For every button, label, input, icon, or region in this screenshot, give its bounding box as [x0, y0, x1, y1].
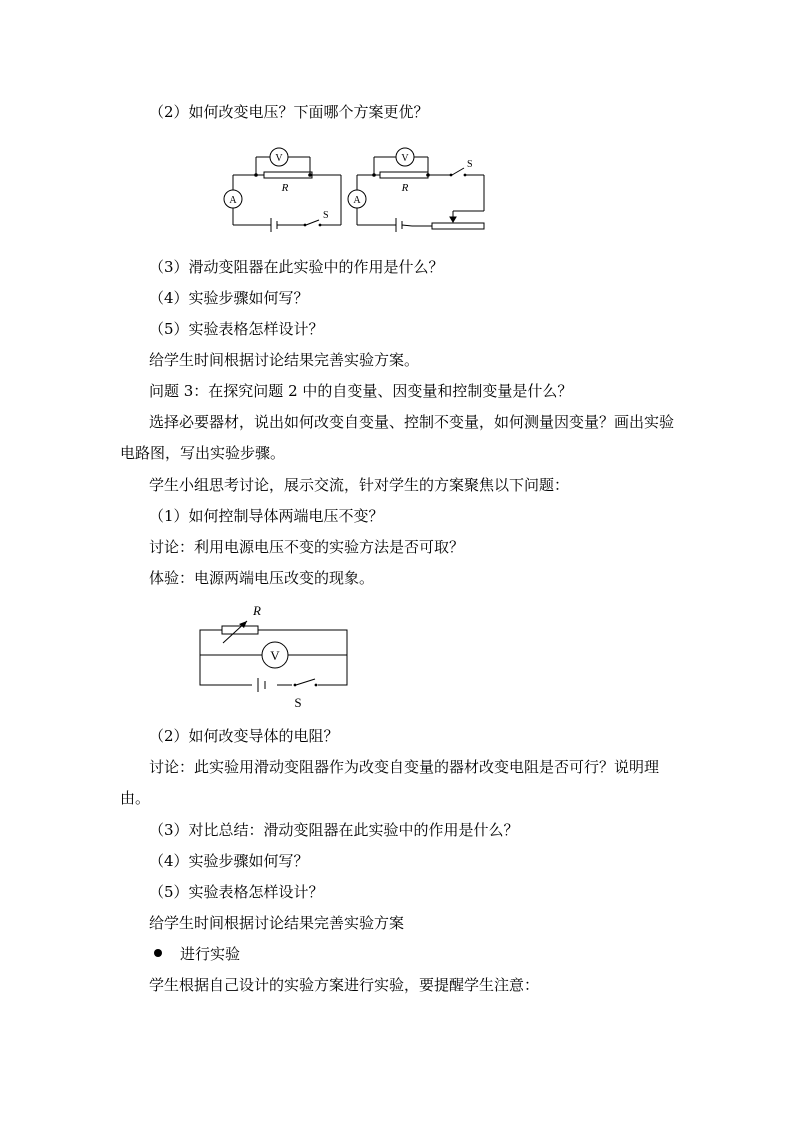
question-4-steps-2: （4）实验步骤如何写？ — [149, 852, 309, 870]
resistor-label: R — [281, 182, 289, 194]
group-discussion-paragraph: 学生小组思考讨论，展示交流，针对学生的方案聚焦以下问题： — [149, 476, 570, 494]
circuit-diagram-variable-resistor — [195, 597, 355, 712]
select-equipment-paragraph: 选择必要器材，说出如何改变自变量、控制不变量，如何测量因变量？画出实验电路图，写出实验步骤。 — [120, 413, 675, 462]
question-3-rheostat-role: （3）滑动变阻器在此实验中的作用是什么？ — [149, 258, 444, 276]
question-2-voltage: （2）如何改变电压？下面哪个方案更优？ — [149, 103, 429, 121]
question-3-summary: （3）对比总结：滑动变阻器在此实验中的作用是什么？ — [149, 821, 519, 839]
bullet-conduct-experiment — [154, 944, 240, 964]
question-4-steps: （4）实验步骤如何写？ — [149, 289, 309, 307]
question-1-control-voltage: （1）如何控制导体两端电压不变？ — [149, 507, 384, 525]
question-2-change-resistance: （2）如何改变导体的电阻？ — [149, 727, 339, 745]
question-5-table-2: （5）实验表格怎样设计？ — [149, 883, 324, 901]
problem-3-paragraph: 问题 3：在探究问题 2 中的自变量、因变量和控制变量是什么？ — [149, 382, 573, 400]
bullet-label: 进行实验 — [180, 945, 241, 963]
give-time-paragraph-2: 给学生时间根据讨论结果完善实验方案 — [149, 914, 405, 932]
bullet-icon — [154, 949, 162, 957]
circuit-diagram-fixed — [218, 143, 348, 243]
switch-label: S — [323, 210, 329, 221]
resistor-label: R — [401, 182, 409, 194]
give-time-paragraph: 给学生时间根据讨论结果完善实验方案。 — [149, 351, 420, 369]
students-conduct-paragraph: 学生根据自己设计的实验方案进行实验，要提醒学生注意： — [149, 976, 540, 994]
ammeter-label: A — [353, 195, 361, 206]
question-5-table: （5）实验表格怎样设计？ — [149, 320, 324, 338]
switch-label: S — [294, 695, 302, 710]
ammeter-label: A — [229, 195, 237, 206]
switch-label: S — [467, 159, 473, 170]
voltmeter-label: V — [275, 153, 283, 164]
voltmeter-label: V — [401, 153, 409, 164]
experience-paragraph: 体验：电源两端电压改变的现象。 — [149, 569, 375, 587]
discussion-2-paragraph: 讨论：此实验用滑动变阻器作为改变自变量的器材改变电阻是否可行？说明理由。 — [120, 758, 660, 807]
resistor-label: R — [253, 603, 261, 618]
discussion-1-paragraph: 讨论：利用电源电压不变的实验方法是否可取？ — [149, 538, 465, 556]
voltmeter-label: V — [270, 648, 280, 663]
circuit-diagram-rheostat — [342, 143, 492, 243]
